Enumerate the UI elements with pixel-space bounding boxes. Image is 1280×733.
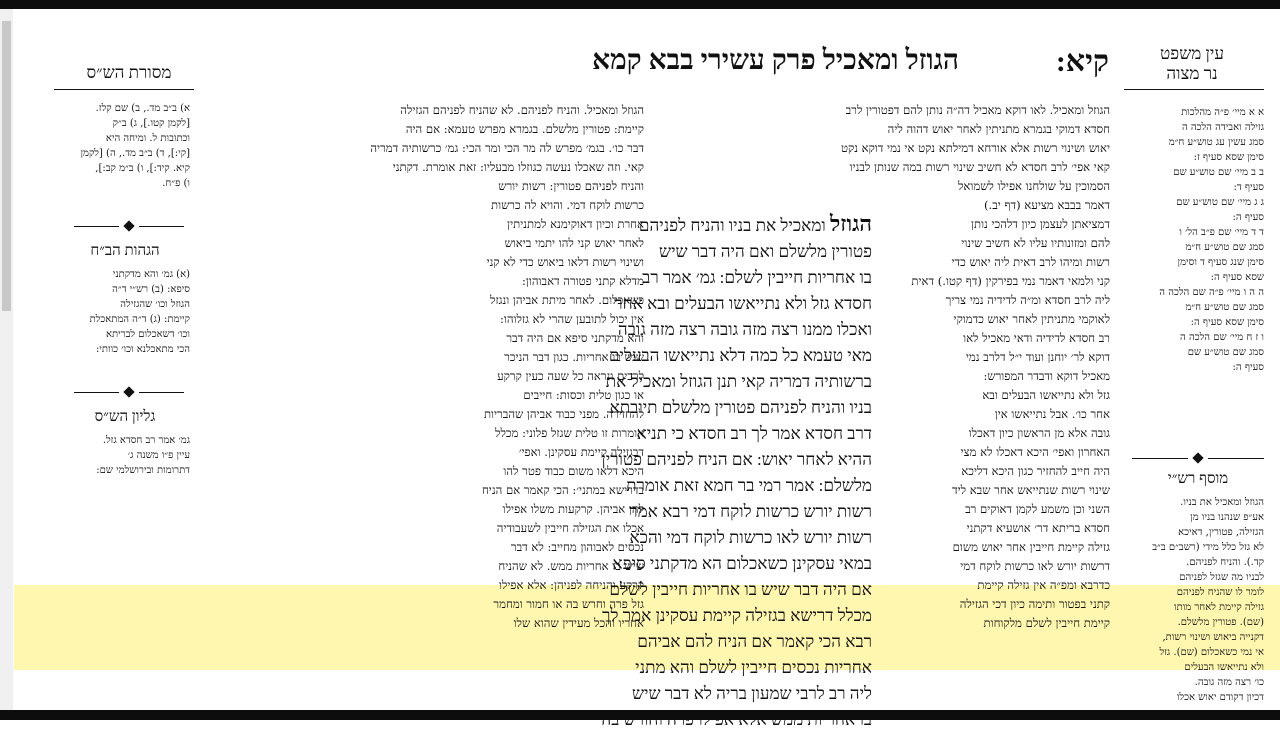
ein-mishpat-entry: סעיף ה: [1232, 362, 1264, 373]
ein-mishpat-entries [1132, 105, 1264, 375]
hagahot-habach-line: (א) גמ׳ והא מדקתני [112, 269, 190, 280]
rashi-line: קאי אפי׳ לרב חסדא לא חשיב שינוי רשות במה שנותן לבניו [849, 160, 1110, 174]
gemara-first-line [472, 211, 872, 239]
tosafot-line: אחרת וכיון דאוקימנא למתניתין [507, 217, 644, 231]
ein-mishpat-entry: ו ז ח מיי׳ שם הלכה ה [1180, 332, 1264, 343]
musaf-rashi-text [1132, 495, 1264, 705]
ornament-divider [1132, 453, 1264, 465]
gemara-lead-word: הגוזל [830, 211, 872, 236]
gemara-line: ברשותיה דמריה קאי תנן הגוזל ומאכיל את [605, 372, 872, 391]
rashi-line: חסדא בריתא דר׳ אושעיא דקתני [966, 521, 1110, 535]
gemara-line: מאי טעמא כל כמה דלא נתייאשו הבעלים [608, 346, 872, 365]
rashi-line: קיימת חייבין לשלם מלקוחות [983, 616, 1110, 630]
masoret-hashas-text [60, 101, 190, 191]
tosafot-line: כרשות לוקח דמי. והויא לה כרשות [491, 198, 644, 212]
musaf-rashi-line: (שם). פטורין מלשלם. [1177, 617, 1264, 628]
running-header [419, 45, 1109, 89]
tosafot-line: שיש בו אחריות ממש. לא שהניח [498, 559, 644, 573]
gemara-line: ומאכיל את בניו והניח לפניהם [638, 216, 826, 235]
gemara-line: ההיא לאחר יאוש: אם הניח לפניהם פטורין [601, 450, 872, 469]
rashi-line: קתני בפטור ותימה כיון דכי הגזילה [959, 597, 1110, 611]
rashi-line: דוקא לר׳ יוחנן ועוד י״ל דלרב נמי [965, 350, 1110, 364]
rashi-line: השני וכן משמע לקמן דאוקים רב [965, 502, 1110, 516]
ein-mishpat-entry: סמג שם טוש״ע ח״מ [1185, 302, 1264, 313]
gilyon-hashas-line: דתרומות ובירושלמי שם: [96, 465, 190, 476]
tosafot-line: דבר כו׳. בגמ׳ מפרש לה מר הכי ומר הכי: גמ׳ כרשותיה דמריה [370, 141, 644, 155]
gemara-line: בו אחריות חייבין לשלם: גמ׳ אמר רב [642, 268, 872, 287]
ein-mishpat-entry: סימן שנג סעיף ד וסימן [1177, 257, 1264, 268]
gemara-line: רשות יורש לאו כרשות לוקח דמי והכא [629, 528, 872, 547]
hagahot-habach-line: וכו׳ דשאכלום לבריתא [105, 329, 190, 340]
top-rule [1124, 89, 1264, 90]
musaf-rashi-line: דכיון דקודם יאוש אכלו [1176, 692, 1264, 703]
musaf-rashi-line: אי נמי כשאכלום (שם). גזל [1159, 647, 1264, 658]
top-rule-left [54, 89, 194, 90]
masoret-hashas-line: קיא. קיד:], ו) ב״מ קב:], [95, 163, 190, 174]
gemara-line: במאי עסקינן כשאכלום הא מדקתני סיפא [612, 554, 872, 573]
tosafot-line: מדלא קתני פטורה דאבוהון: [522, 274, 644, 288]
tosafot-line: היכא דלאו משום כבוד פטר להו [503, 464, 644, 478]
tosafot-line: ושינוי רשות דלאו ביאוש כדי לא קני [486, 255, 644, 269]
rashi-line: גזילה קיימת חייבין אחר יאוש משום [952, 540, 1110, 554]
musaf-rashi-line: ולא נתייאשו הבעלים [1184, 662, 1264, 673]
rashi-line: גובה אלא מן הראשון כיון דאכלו [968, 426, 1110, 440]
hagahot-habach-line: הכי מתאכלנא וכו׳ כוותי: [95, 344, 190, 355]
hagahot-habach-title: הגהות הב״ח [90, 243, 160, 259]
rashi-line: היה חייב להחזיר כגון היכא דליכא [961, 464, 1110, 478]
gemara-line: פטורין מלשלם ואם היה דבר שיש [659, 242, 872, 261]
masoret-hashas-line: ו) פ״ח. [162, 178, 190, 189]
tosafot-line: כשאכלום. לאחר מיתת אביהן ונגזל [490, 293, 644, 307]
tosafot-line: קיימת: פטורין מלשלם. בגמרא מפרש טעמא: אם היה [405, 122, 644, 136]
masoret-hashas-line: א) ב״ב מד., ב) שם קלז. [95, 103, 190, 114]
ein-mishpat-entry: סמג שם טוש״ע ח״מ [1185, 242, 1264, 253]
tosafot-line: נכסים לאבוהון מחייב: לא דבר [510, 540, 644, 554]
tosafot-line: אחריו והכל מעידין שהוא שלו [513, 616, 644, 630]
rashi-line: דמציאתן לעצמן כיון דלהכי נותן [971, 217, 1110, 231]
gilyon-hashas-text [60, 433, 190, 478]
ein-mishpat-entry: סעיף ד: [1233, 182, 1264, 193]
tosafot-line: קאי. וזה שאכלו נעשה כגוזלו מבעליו: זאת אומרת. דקתני [392, 160, 644, 174]
gilyon-hashas-title: גליון הש״ס [94, 409, 156, 425]
musaf-rashi-line: גזילה קיימת לאחר מותו [1174, 602, 1264, 613]
ein-mishpat-entry: ב ב מיי׳ שם טוש״ע שם [1173, 167, 1264, 178]
gilyon-hashas-line: עיין פ״ו משנה ג׳ [127, 450, 190, 461]
masoret-hashas-line: [לקמן קטו.], ג) ב״ק [112, 118, 190, 129]
musaf-rashi-line: כו׳ רצה מזה גובה. [1194, 677, 1264, 688]
masoret-hashas-line: [קי:], ד) ב״ב מד., ה) [לקמן [80, 148, 190, 159]
ein-mishpat-title [1132, 44, 1252, 84]
gemara-line: ליה רב לרבי שמעון בריה לא דבר שיש [631, 684, 872, 703]
tosafot-line: שיש בו אחריות. כגון דבר הניכר [504, 350, 644, 364]
ornament-divider [74, 387, 184, 399]
tosafot-line: או כגון טלית וכסות: חייבים [523, 388, 644, 402]
musaf-rashi-line: הגזילה, פטורין, דאיכא [1178, 527, 1264, 538]
ein-mishpat-entry: סמג עשין עג טוש״ע ח״מ [1168, 137, 1264, 148]
rashi-line: גזל ולא נתייאשו הבעלים ובא [982, 388, 1110, 402]
gemara-line: מכלל דרישא בגזילה קיימת עסקינן אמר לך [602, 606, 872, 625]
rashi-line: ליה לרב חסדא ומ״ה לדידיה נמי צריך [945, 293, 1110, 307]
rashi-line: להם ומזונותיו עליו לא חשיב שינוי [961, 236, 1110, 250]
rashi-line: האחרון ואפי׳ היכא דאכלו לא מצי [960, 445, 1110, 459]
scrollbar-thumb[interactable] [2, 21, 11, 311]
rashi-line: הגוזל ומאכיל. לאו דוקא מאכיל דה״ה נותן להם דפטורין לרב [845, 103, 1110, 117]
ein-mishpat-entry: ה ה ו מיי׳ פ״ה שם הלכה ה [1159, 287, 1264, 298]
rashi-line: חסדא דמוקי בגמרא מתניתין לאחר יאוש דהוה ליה [887, 122, 1110, 136]
hagahot-habach-line: הגוזל וכו׳ שהגזילה [120, 299, 190, 310]
vertical-scrollbar[interactable] [0, 9, 13, 710]
ein-mishpat-entry: סימן שסא סעיף ה: [1190, 317, 1264, 328]
ein-mishpat-entry: סעיף ה: [1232, 212, 1264, 223]
rashi-line: דרשות יורש לאו כרשות לוקח דמי [960, 559, 1110, 573]
tosafot-line: גזל פרה וחרש בה או חמור ומחמר [493, 597, 644, 611]
masoret-hashas-line: וכתובות ל. ומיחה היא [105, 133, 190, 144]
rashi-line: מאכיל דוקא ודבדר המפורש: [983, 369, 1110, 383]
gemara-line: בניו והניח לפניהם פטורין מלשלם תיובתא [609, 398, 872, 417]
ein-mishpat-entry: ד ד מיי׳ שם פ״ב הל׳ ו [1179, 227, 1264, 238]
gemara-line: אחריות נכסים חייבין לשלם והא מתני [635, 658, 872, 677]
ein-mishpat-entry: שסא סעיף ה: [1210, 272, 1264, 283]
talmud-page [14, 9, 1280, 710]
ornament-divider [74, 221, 184, 233]
tosafot-line: להן אביהן. קרקעות משלו אפילו [502, 502, 644, 516]
rashi-line: לאוקמי מתניתין לאחר יאוש כדמוקי [953, 312, 1110, 326]
tosafot-line: לאחר יאוש קני להו יתמי ביאוש [504, 236, 644, 250]
tosafot-line: קרקע והניחה לפניהן: אלא אפילו [498, 578, 644, 592]
ein-mishpat-title-line: עין משפט [1160, 44, 1224, 63]
gemara-line: חסדא גזל ולא נתייאשו הבעלים ובא אחר [614, 294, 872, 313]
masoret-hashas-title: מסורת הש״ס [86, 63, 172, 82]
musaf-rashi-line: אע״פ שנהנו בניו מן [1190, 512, 1264, 523]
rashi-line: הסמוכין על שולחנו אפילו לשמואל [958, 179, 1110, 193]
chapter-title: הגוזל ומאכיל פרק עשירי בבא קמא [592, 45, 959, 76]
musaf-rashi-line: לא גזל כלל מידי (רשב״ם ב״ב [1152, 542, 1264, 553]
gemara-line: אם היה דבר שיש בו אחריות חייבין לשלם [609, 580, 872, 599]
gemara-line: רשות יורש כרשות לוקח דמי רבא אמר [629, 502, 872, 521]
musaf-rashi-title: מוסף רש״י [1167, 471, 1229, 487]
gemara-line: רבא הכי קאמר אם הניח להם אביהם [637, 632, 872, 651]
tosafot-line: דבגזילה קיימת עסקינן. ואפי׳ [518, 445, 644, 459]
tosafot-line: והניח לפניהם פטורין: רשות יורש [498, 179, 644, 193]
musaf-rashi-line: לבניו מה שגזל לפניהם [1179, 572, 1264, 583]
gemara-main-text [472, 211, 872, 710]
ein-mishpat-entry: ג ג מיי׳ שם טוש״ע שם [1176, 197, 1264, 208]
bottom-window-bar [0, 710, 1280, 720]
musaf-rashi-line: לומר לו שהניח לפניהם [1176, 587, 1264, 598]
ein-mishpat-entry: סמג שם טוש״ע שם [1187, 347, 1264, 358]
ein-mishpat-entry: סימן שסא סעיף ז: [1193, 152, 1264, 163]
top-window-bar [0, 0, 1280, 9]
rashi-line: אחר כו׳. אבל נתייאשו אין [994, 407, 1110, 421]
musaf-rashi-line: הגוזל ומאכיל את בניו. [1180, 497, 1264, 508]
gemara-line: מלשלם: אמר רמי בר חמא זאת אומרת [626, 476, 872, 495]
musaf-rashi-line: דקנייה ביאוש ושינוי רשות, [1162, 632, 1264, 643]
tosafot-line: אין יכול לתובען שהרי לא גזלוהו: [499, 312, 644, 326]
tosafot-line: והא מדקתני סיפא אם היה דבר [506, 331, 644, 345]
gemara-line: דרב חסדא אמר לך רב חסדא כי תניא [636, 424, 872, 443]
rashi-line: שינוי רשות שנתייאש אחר שבא ליד [952, 483, 1110, 497]
tosafot-line: הגוזל ומאכיל. והניח לפניהם. לא שהניח לפניהם הגזילה [400, 103, 644, 117]
rashi-line: רב חסדא לדידיה ודאי מאכיל לאו [963, 331, 1110, 345]
musaf-rashi-line: קד.). והניח לפניהם. [1186, 557, 1264, 568]
hagahot-habach-text [60, 267, 190, 357]
tosafot-line: אומרות זו טלית שגזל פלוני: מכלל [495, 426, 644, 440]
ein-mishpat-entry: גזילה ואבידה הלכה ה [1181, 122, 1264, 133]
gemara-line: ואכלו ממנו רצה מזה גובה רצה מזה גובה [617, 320, 872, 339]
tosafot-line: אכלו את הגזילה חייבין לשעבודיה [496, 521, 644, 535]
tosafot-line: להחזירה. מפני כבוד אביהן שהבריות [483, 407, 644, 421]
hagahot-habach-line: קיימת: (ג) ד״ה המתאכלת [89, 314, 190, 325]
rashi-line: דאמר בבבא מציעא (דף יב.) [983, 198, 1110, 212]
tosafot-line: לרבים ונראה כל שעה כעין קרקע [497, 369, 644, 383]
gilyon-hashas-line: גמ׳ אמר רב חסדא גזל. [102, 435, 190, 446]
hagahot-habach-line: סיפא: (ב) רש״י ד״ה [112, 284, 190, 295]
rashi-line: רשות ומיהו לרב דאית ליה יאוש כדי [951, 255, 1110, 269]
folio-number: קיא: [1055, 45, 1109, 78]
ner-mitzva-title-line: נר מצוה [1166, 64, 1218, 83]
rashi-line: יאוש ושינוי רשות אלא אורחא דמילתא נקט אי נמי דוקא נקט [840, 141, 1110, 155]
ein-mishpat-entry: א א מיי׳ פ״ה מהלכות [1181, 107, 1264, 118]
rashi-line: קני ולמאי דאמר נמי בפירקין (דף קטו.) דאית [911, 274, 1110, 288]
rashi-line: כדרבא ומפ״ה אין גזילה קיימת [977, 578, 1110, 592]
tosafot-line: בדרישא במתני׳: הכי קאמר אם הניח [481, 483, 644, 497]
